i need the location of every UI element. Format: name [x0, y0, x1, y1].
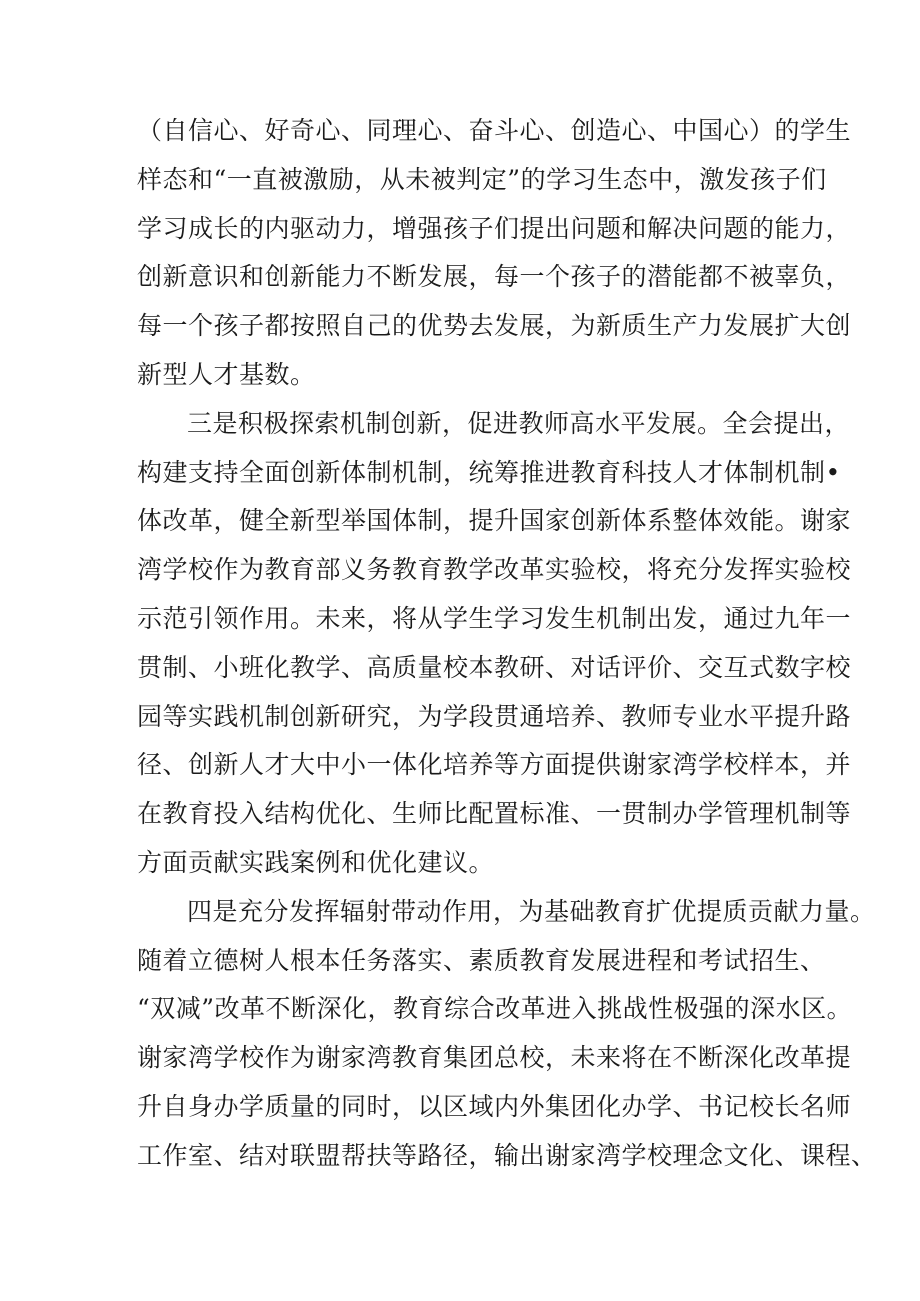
text-line: 工作室、结对联盟帮扶等路径，输出谢家湾学校理念文化、课程、 — [137, 1140, 877, 1170]
text-line: 径、创新人才大中小一体化培养等方面提供谢家湾学校样本，并 — [137, 750, 852, 780]
text-line: 每一个孩子都按照自己的优势去发展，为新质生产力发展扩大创 — [137, 311, 852, 341]
text-line: 升自身办学质量的同时，以区域内外集团化办学、书记校长名师 — [137, 1091, 852, 1121]
paragraph-2 — [137, 400, 852, 888]
text-line: 三是积极探索机制创新，促进教师高水平发展。全会提出， — [187, 408, 851, 438]
paragraph-3 — [137, 888, 877, 1181]
text-line: 园等实践机制创新研究，为学段贯通培养、教师专业水平提升路 — [137, 701, 852, 731]
document-body — [137, 107, 877, 1181]
text-line: 湾学校作为教育部义务教育教学改革实验校，将充分发挥实验校 — [137, 555, 852, 585]
text-line: 贯制、小班化教学、高质量校本教研、对话评价、交互式数字校 — [137, 652, 852, 682]
text-line: 谢家湾学校作为谢家湾教育集团总校，未来将在不断深化改革提 — [137, 1043, 852, 1073]
text-line: （自信心、好奇心、同理心、奋斗心、创造心、中国心）的学生 — [137, 116, 852, 145]
paragraph-1 — [137, 107, 852, 400]
text-line: 在教育投入结构优化、生师比配置标准、一贯制办学管理机制等 — [137, 799, 852, 829]
text-line: 方面贡献实践案例和优化建议。 — [137, 847, 495, 877]
text-line: 四是充分发挥辐射带动作用，为基础教育扩优提质贡献力量。 — [187, 896, 876, 926]
text-line: 新型人才基数。 — [137, 359, 316, 389]
text-line: 随着立德树人根本任务落实、素质教育发展进程和考试招生、 — [137, 945, 826, 975]
text-line: 构建支持全面创新体制机制，统筹推进教育科技人才体制机制• — [137, 457, 841, 487]
text-line: 创新意识和创新能力不断发展，每一个孩子的潜能都不被辜负， — [137, 262, 852, 292]
text-line: 示范引领作用。未来，将从学生学习发生机制出发，通过九年一 — [137, 603, 852, 633]
text-line: 学习成长的内驱动力，增强孩子们提出问题和解决问题的能力， — [137, 213, 852, 243]
text-line: 样态和“一直被激励，从未被判定”的学习生态中，激发孩子们 — [137, 164, 827, 194]
text-line: “双减”改革不断深化，教育综合改革进入挑战性极强的深水区。 — [137, 994, 853, 1024]
text-line: 体改革，健全新型举国体制，提升国家创新体系整体效能。谢家 — [137, 506, 852, 536]
